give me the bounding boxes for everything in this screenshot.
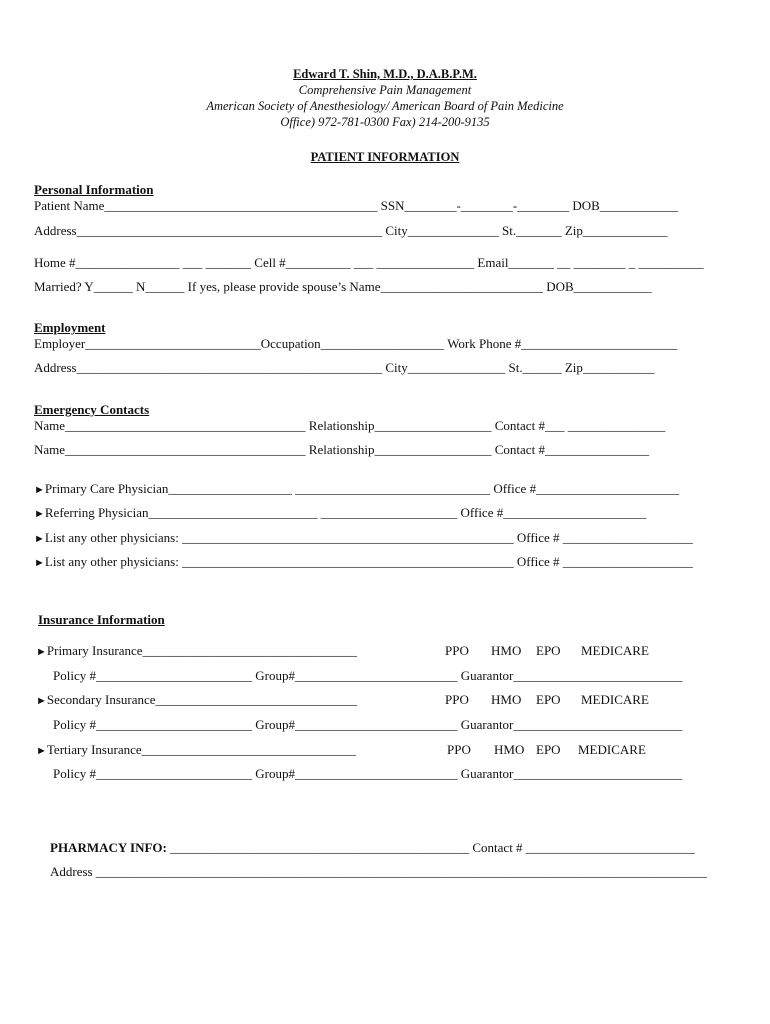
- ppo-option[interactable]: PPO: [445, 692, 469, 707]
- secondary-insurance-line[interactable]: [36, 692, 357, 709]
- patient-name-line[interactable]: Patient Name__________________________________________ SSN________-________-________ DOB____________: [34, 198, 678, 213]
- practice-name: Comprehensive Pain Management: [298, 83, 472, 97]
- tertiary-insurance-line[interactable]: [36, 742, 356, 759]
- arrow-icon: ►: [36, 695, 47, 707]
- employment-address-line[interactable]: Address_______________________________________________ City_______________ St.______ Zip___________: [34, 360, 655, 375]
- other-physician-text: List any other physicians: ___________________________________________________ Office # ____________________: [44, 554, 693, 569]
- primary-physician-line[interactable]: [34, 481, 679, 498]
- office-contact: Office) 972-781-0300 Fax) 214-200-9135: [280, 115, 490, 129]
- tertiary-insurance-text: Tertiary Insurance_________________________________: [46, 742, 357, 757]
- hmo-option[interactable]: HMO: [491, 643, 522, 658]
- employer-line[interactable]: Employer___________________________Occupation___________________ Work Phone #________________________: [34, 336, 678, 351]
- policy-line-secondary[interactable]: Policy #________________________ Group#_________________________ Guarantor__________________________: [53, 717, 683, 732]
- primary-physician-text: Primary Care Physician___________________ ______________________________ Office #______________________: [44, 481, 680, 496]
- pharmacy-address-line[interactable]: Address ______________________________________________________________________________________________: [50, 864, 707, 879]
- referring-physician-text: Referring Physician__________________________ _____________________ Office #______________________: [44, 505, 647, 520]
- secondary-insurance-text: Secondary Insurance_______________________________: [46, 692, 358, 707]
- pharmacy-label: PHARMACY INFO:: [50, 840, 167, 855]
- employment-heading: Employment: [34, 320, 106, 335]
- phone-email-line[interactable]: Home #________________ ___ _______ Cell #__________ ___ _______________ Email_______ __ ________ _ __________: [34, 255, 704, 270]
- arrow-icon: ►: [36, 745, 47, 757]
- personal-info-heading: Personal Information: [34, 182, 154, 197]
- pharmacy-contact-blank: ______________________________________________ Contact # __________________________: [166, 840, 695, 855]
- other-physician-text: List any other physicians: ___________________________________________________ Office # ____________________: [44, 530, 693, 545]
- medicare-option[interactable]: MEDICARE: [581, 692, 649, 707]
- emergency-heading: Emergency Contacts: [34, 402, 150, 417]
- ppo-option[interactable]: PPO: [445, 643, 469, 658]
- emergency-contact-1[interactable]: Name_____________________________________ Relationship__________________ Contact #___ _______________: [34, 418, 666, 433]
- married-line[interactable]: Married? Y______ N______ If yes, please provide spouse’s Name_________________________ DOB____________: [34, 279, 652, 294]
- epo-option[interactable]: EPO: [536, 692, 561, 707]
- societies: American Society of Anesthesiology/ American Board of Pain Medicine: [206, 99, 564, 113]
- ppo-option[interactable]: PPO: [447, 742, 471, 757]
- arrow-icon: ►: [34, 557, 45, 569]
- insurance-heading: Insurance Information: [38, 612, 165, 627]
- referring-physician-line[interactable]: [34, 505, 646, 522]
- address-line[interactable]: Address_______________________________________________ City______________ St._______ Zip_____________: [34, 223, 668, 238]
- pharmacy-line[interactable]: [50, 840, 695, 856]
- doctor-name: Edward T. Shin, M.D., D.A.B.P.M.: [293, 67, 477, 81]
- policy-line-primary[interactable]: Policy #________________________ Group#_________________________ Guarantor__________________________: [53, 668, 683, 683]
- policy-line-tertiary[interactable]: Policy #________________________ Group#_________________________ Guarantor__________________________: [53, 766, 683, 781]
- hmo-option[interactable]: HMO: [491, 692, 522, 707]
- other-physician-line-2[interactable]: [34, 554, 693, 571]
- other-physician-line-1[interactable]: [34, 530, 693, 547]
- medicare-option[interactable]: MEDICARE: [578, 742, 646, 757]
- emergency-contact-2[interactable]: Name_____________________________________ Relationship__________________ Contact #________________: [34, 442, 649, 457]
- primary-insurance-text: Primary Insurance_________________________________: [46, 643, 358, 658]
- arrow-icon: ►: [34, 508, 45, 520]
- form-title: PATIENT INFORMATION: [310, 150, 460, 164]
- epo-option[interactable]: EPO: [536, 742, 561, 757]
- arrow-icon: ►: [34, 484, 45, 496]
- arrow-icon: ►: [36, 646, 47, 658]
- arrow-icon: ►: [34, 533, 45, 545]
- epo-option[interactable]: EPO: [536, 643, 561, 658]
- primary-insurance-line[interactable]: [36, 643, 357, 660]
- hmo-option[interactable]: HMO: [494, 742, 525, 757]
- medicare-option[interactable]: MEDICARE: [581, 643, 649, 658]
